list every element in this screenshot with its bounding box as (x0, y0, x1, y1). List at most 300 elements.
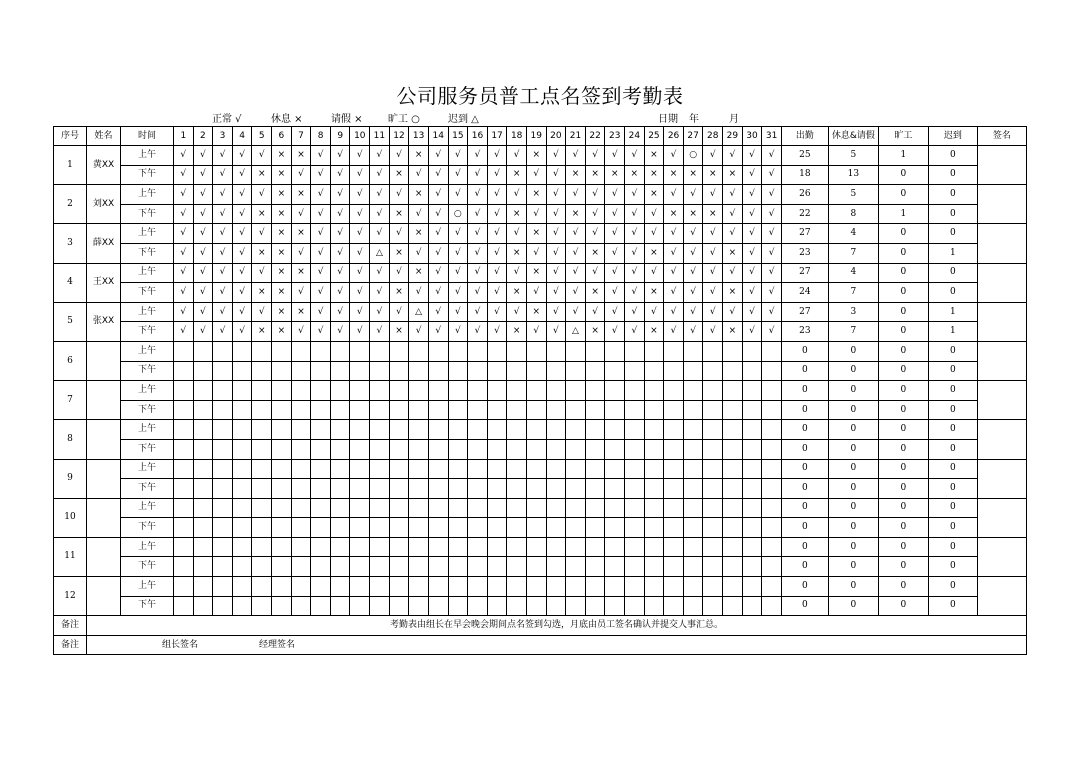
mark-cell (174, 596, 194, 616)
attend-cell: 22 (781, 204, 828, 224)
mark-cell (683, 537, 703, 557)
mark-cell (448, 400, 468, 420)
signature-cell[interactable] (977, 459, 1026, 498)
mark-cell (232, 596, 252, 616)
mark-cell: √ (683, 283, 703, 303)
mark-cell: × (291, 146, 311, 166)
mark-cell: √ (625, 302, 645, 322)
mark-cell: √ (448, 146, 468, 166)
mark-cell (526, 596, 546, 616)
sheet-title: 公司服务员普工点名签到考勤表 (396, 84, 684, 108)
mark-cell (683, 400, 703, 420)
mark-cell: × (723, 165, 743, 185)
mark-cell: √ (330, 224, 350, 244)
mark-cell (487, 577, 507, 597)
absent-cell: 0 (878, 361, 928, 381)
mark-cell: √ (291, 165, 311, 185)
mark-cell (370, 341, 390, 361)
mark-cell (291, 577, 311, 597)
mark-cell: × (605, 165, 625, 185)
mark-cell (213, 459, 233, 479)
mark-cell: × (272, 263, 292, 283)
name-cell (87, 341, 121, 380)
header-day: 15 (448, 127, 468, 146)
mark-cell: × (389, 243, 409, 263)
mark-cell (428, 439, 448, 459)
header-day: 5 (252, 127, 272, 146)
mark-cell (644, 596, 664, 616)
mark-cell (507, 361, 527, 381)
absent-cell: 0 (878, 577, 928, 597)
rest-leave-cell: 0 (828, 400, 878, 420)
mark-cell (232, 341, 252, 361)
mark-cell (683, 498, 703, 518)
mark-cell: √ (566, 283, 586, 303)
mark-cell (526, 341, 546, 361)
mark-cell (605, 439, 625, 459)
mark-cell (389, 361, 409, 381)
mark-cell: √ (546, 243, 566, 263)
name-cell (87, 537, 121, 576)
mark-cell (193, 518, 213, 538)
mark-cell: √ (370, 302, 390, 322)
absent-cell: 0 (878, 283, 928, 303)
mark-cell (625, 361, 645, 381)
mark-cell: √ (683, 302, 703, 322)
mark-cell (762, 420, 782, 440)
mark-cell: √ (487, 283, 507, 303)
mark-cell: √ (428, 243, 448, 263)
absent-cell: 1 (878, 146, 928, 166)
mark-cell: × (272, 302, 292, 322)
mark-cell (723, 518, 743, 538)
table-row (54, 557, 1027, 577)
mark-cell (723, 341, 743, 361)
mark-cell (468, 341, 488, 361)
mark-cell (389, 439, 409, 459)
mark-cell: √ (409, 165, 429, 185)
attend-cell: 0 (781, 381, 828, 401)
mark-cell (448, 361, 468, 381)
mark-cell: √ (213, 146, 233, 166)
rest-leave-cell: 7 (828, 322, 878, 342)
mark-cell (350, 557, 370, 577)
session-cell: 下午 (121, 596, 174, 616)
mark-cell (272, 459, 292, 479)
mark-cell: √ (703, 224, 723, 244)
header-absent: 旷工 (878, 127, 928, 146)
mark-cell: × (291, 263, 311, 283)
mark-cell: √ (350, 322, 370, 342)
mark-cell (742, 557, 762, 577)
mark-cell (507, 341, 527, 361)
mark-cell (291, 400, 311, 420)
mark-cell (409, 557, 429, 577)
mark-cell (487, 479, 507, 499)
mark-cell (232, 361, 252, 381)
mark-cell: √ (664, 243, 684, 263)
mark-cell (742, 518, 762, 538)
mark-cell (409, 361, 429, 381)
mark-cell (644, 361, 664, 381)
mark-cell (428, 400, 448, 420)
late-cell: 0 (928, 400, 977, 420)
mark-cell: √ (389, 302, 409, 322)
mark-cell (409, 381, 429, 401)
mark-cell: √ (703, 283, 723, 303)
mark-cell (526, 518, 546, 538)
seq-cell: 1 (54, 146, 87, 185)
mark-cell: × (272, 224, 292, 244)
mark-cell: √ (232, 224, 252, 244)
mark-cell: √ (683, 185, 703, 205)
signature-cell[interactable] (977, 302, 1026, 341)
rest-leave-cell: 0 (828, 518, 878, 538)
rest-leave-cell: 0 (828, 498, 878, 518)
mark-cell (193, 596, 213, 616)
attend-cell: 25 (781, 146, 828, 166)
mark-cell (448, 439, 468, 459)
mark-cell (291, 557, 311, 577)
mark-cell (625, 400, 645, 420)
mark-cell (664, 596, 684, 616)
mark-cell (546, 420, 566, 440)
mark-cell: × (272, 146, 292, 166)
mark-cell (683, 341, 703, 361)
name-cell: 张XX (87, 302, 121, 341)
mark-cell: √ (193, 263, 213, 283)
mark-cell: √ (546, 302, 566, 322)
mark-cell (644, 498, 664, 518)
mark-cell (468, 361, 488, 381)
mark-cell (566, 518, 586, 538)
mark-cell (703, 361, 723, 381)
mark-cell: √ (507, 146, 527, 166)
mark-cell (409, 400, 429, 420)
mark-cell: √ (487, 224, 507, 244)
mark-cell: √ (350, 204, 370, 224)
late-cell: 0 (928, 283, 977, 303)
mark-cell (370, 596, 390, 616)
mark-cell (350, 498, 370, 518)
table-row (54, 596, 1027, 616)
table-row (54, 165, 1027, 185)
mark-cell: √ (507, 302, 527, 322)
header-day: 29 (723, 127, 743, 146)
mark-cell (703, 518, 723, 538)
mark-cell: √ (330, 263, 350, 283)
team-leader-signature-label: 组长签名 (162, 640, 199, 651)
legend-month: 月 (729, 114, 739, 125)
mark-cell: √ (762, 302, 782, 322)
mark-cell (546, 498, 566, 518)
mark-cell (193, 557, 213, 577)
table-row (54, 498, 1027, 518)
mark-cell: √ (468, 283, 488, 303)
session-cell: 上午 (121, 577, 174, 597)
mark-cell: × (585, 165, 605, 185)
attend-cell: 0 (781, 479, 828, 499)
session-cell: 上午 (121, 224, 174, 244)
mark-cell (370, 557, 390, 577)
mark-cell: √ (213, 302, 233, 322)
mark-cell: × (585, 283, 605, 303)
signature-cell[interactable] (977, 498, 1026, 537)
signature-cell[interactable] (977, 146, 1026, 185)
mark-cell (723, 459, 743, 479)
mark-cell: ○ (448, 204, 468, 224)
mark-cell (232, 577, 252, 597)
mark-cell: × (723, 243, 743, 263)
mark-cell (370, 518, 390, 538)
header-day: 19 (526, 127, 546, 146)
attend-cell: 0 (781, 439, 828, 459)
mark-cell (252, 420, 272, 440)
mark-cell: × (409, 185, 429, 205)
mark-cell: × (507, 204, 527, 224)
mark-cell (566, 420, 586, 440)
mark-cell: √ (762, 263, 782, 283)
seq-cell: 11 (54, 537, 87, 576)
mark-cell (644, 381, 664, 401)
signature-cell[interactable] (977, 185, 1026, 224)
session-cell: 上午 (121, 263, 174, 283)
mark-cell (585, 498, 605, 518)
mark-cell (330, 459, 350, 479)
mark-cell (409, 420, 429, 440)
mark-cell (193, 537, 213, 557)
manager-signature-label: 经理签名 (259, 640, 296, 651)
mark-cell (252, 518, 272, 538)
mark-cell (330, 361, 350, 381)
mark-cell (428, 537, 448, 557)
mark-cell (644, 400, 664, 420)
mark-cell: √ (311, 302, 331, 322)
mark-cell: × (409, 146, 429, 166)
session-cell: 下午 (121, 283, 174, 303)
signature-cell[interactable] (977, 263, 1026, 302)
mark-cell: √ (526, 204, 546, 224)
mark-cell (174, 400, 194, 420)
mark-cell: √ (468, 146, 488, 166)
mark-cell (566, 498, 586, 518)
mark-cell: √ (232, 283, 252, 303)
mark-cell (703, 420, 723, 440)
mark-cell (664, 479, 684, 499)
table-row (54, 322, 1027, 342)
signature-cell[interactable] (977, 577, 1026, 616)
mark-cell (585, 459, 605, 479)
mark-cell (468, 400, 488, 420)
header-day: 10 (350, 127, 370, 146)
mark-cell (330, 498, 350, 518)
mark-cell (723, 557, 743, 577)
mark-cell: × (566, 204, 586, 224)
absent-cell: 0 (878, 479, 928, 499)
mark-cell: √ (487, 204, 507, 224)
mark-cell: × (507, 283, 527, 303)
mark-cell: × (644, 322, 664, 342)
mark-cell (585, 577, 605, 597)
mark-cell: √ (311, 185, 331, 205)
mark-cell: √ (389, 185, 409, 205)
rest-leave-cell: 0 (828, 596, 878, 616)
mark-cell (664, 459, 684, 479)
mark-cell (664, 361, 684, 381)
mark-cell (448, 596, 468, 616)
mark-cell: √ (448, 283, 468, 303)
late-cell: 0 (928, 341, 977, 361)
mark-cell (311, 596, 331, 616)
signature-cell[interactable] (977, 381, 1026, 420)
mark-cell: √ (448, 322, 468, 342)
mark-cell: √ (546, 146, 566, 166)
mark-cell (428, 557, 448, 577)
attend-cell: 0 (781, 459, 828, 479)
mark-cell (232, 518, 252, 538)
mark-cell: × (526, 146, 546, 166)
mark-cell: × (389, 322, 409, 342)
mark-cell (585, 518, 605, 538)
mark-cell: √ (448, 243, 468, 263)
mark-cell (723, 420, 743, 440)
mark-cell (389, 479, 409, 499)
mark-cell: √ (683, 243, 703, 263)
mark-cell: × (252, 165, 272, 185)
mark-cell (409, 577, 429, 597)
mark-cell (409, 498, 429, 518)
mark-cell: × (291, 302, 311, 322)
mark-cell: √ (605, 263, 625, 283)
mark-cell (762, 518, 782, 538)
mark-cell: × (644, 243, 664, 263)
mark-cell (566, 341, 586, 361)
mark-cell: × (252, 283, 272, 303)
mark-cell: √ (683, 263, 703, 283)
mark-cell: × (703, 204, 723, 224)
mark-cell: √ (213, 165, 233, 185)
signature-cell[interactable] (977, 537, 1026, 576)
mark-cell (193, 577, 213, 597)
mark-cell: √ (625, 204, 645, 224)
mark-cell (723, 498, 743, 518)
late-cell: 1 (928, 302, 977, 322)
mark-cell (526, 459, 546, 479)
late-cell: 0 (928, 146, 977, 166)
seq-cell: 3 (54, 224, 87, 263)
mark-cell: √ (174, 185, 194, 205)
mark-cell (625, 459, 645, 479)
mark-cell: √ (291, 322, 311, 342)
table-row (54, 283, 1027, 303)
name-cell (87, 459, 121, 498)
mark-cell (311, 459, 331, 479)
mark-cell (330, 400, 350, 420)
mark-cell (566, 596, 586, 616)
mark-cell (252, 439, 272, 459)
mark-cell: × (291, 185, 311, 205)
mark-cell: √ (174, 146, 194, 166)
absent-cell: 0 (878, 341, 928, 361)
seq-cell: 10 (54, 498, 87, 537)
table-row (54, 459, 1027, 479)
mark-cell (428, 361, 448, 381)
mark-cell (742, 479, 762, 499)
mark-cell: √ (487, 263, 507, 283)
mark-cell: √ (213, 243, 233, 263)
mark-cell: × (683, 204, 703, 224)
attend-cell: 0 (781, 498, 828, 518)
name-cell: 黄XX (87, 146, 121, 185)
mark-cell (468, 498, 488, 518)
mark-cell: × (507, 322, 527, 342)
mark-cell: × (526, 224, 546, 244)
mark-cell: √ (350, 146, 370, 166)
mark-cell (468, 537, 488, 557)
late-cell: 0 (928, 204, 977, 224)
mark-cell (487, 381, 507, 401)
mark-cell (526, 577, 546, 597)
mark-cell: × (409, 224, 429, 244)
table-row (54, 577, 1027, 597)
mark-cell (311, 577, 331, 597)
mark-cell: √ (487, 322, 507, 342)
mark-cell: √ (566, 302, 586, 322)
late-cell: 1 (928, 322, 977, 342)
mark-cell (350, 479, 370, 499)
mark-cell (625, 420, 645, 440)
mark-cell (605, 459, 625, 479)
seq-cell: 7 (54, 381, 87, 420)
mark-cell (526, 381, 546, 401)
mark-cell (409, 479, 429, 499)
mark-cell (252, 537, 272, 557)
mark-cell: √ (350, 243, 370, 263)
mark-cell (762, 400, 782, 420)
mark-cell (742, 537, 762, 557)
session-cell: 上午 (121, 185, 174, 205)
mark-cell: √ (193, 302, 213, 322)
mark-cell (566, 557, 586, 577)
mark-cell (350, 381, 370, 401)
signature-cell[interactable] (977, 224, 1026, 263)
mark-cell: √ (193, 146, 213, 166)
mark-cell (409, 459, 429, 479)
mark-cell: √ (252, 263, 272, 283)
table-row (54, 302, 1027, 322)
mark-cell: √ (389, 263, 409, 283)
mark-cell (448, 420, 468, 440)
name-cell (87, 381, 121, 420)
absent-cell: 0 (878, 302, 928, 322)
header-day: 8 (311, 127, 331, 146)
signature-cell[interactable] (977, 420, 1026, 459)
mark-cell: √ (605, 224, 625, 244)
signature-cell[interactable] (977, 341, 1026, 380)
mark-cell: √ (585, 146, 605, 166)
mark-cell (625, 596, 645, 616)
seq-cell: 2 (54, 185, 87, 224)
mark-cell (448, 537, 468, 557)
mark-cell: √ (311, 224, 331, 244)
mark-cell (370, 361, 390, 381)
mark-cell (389, 381, 409, 401)
mark-cell (389, 459, 409, 479)
late-cell: 0 (928, 459, 977, 479)
mark-cell (428, 341, 448, 361)
mark-cell: √ (311, 204, 331, 224)
absent-cell: 0 (878, 263, 928, 283)
